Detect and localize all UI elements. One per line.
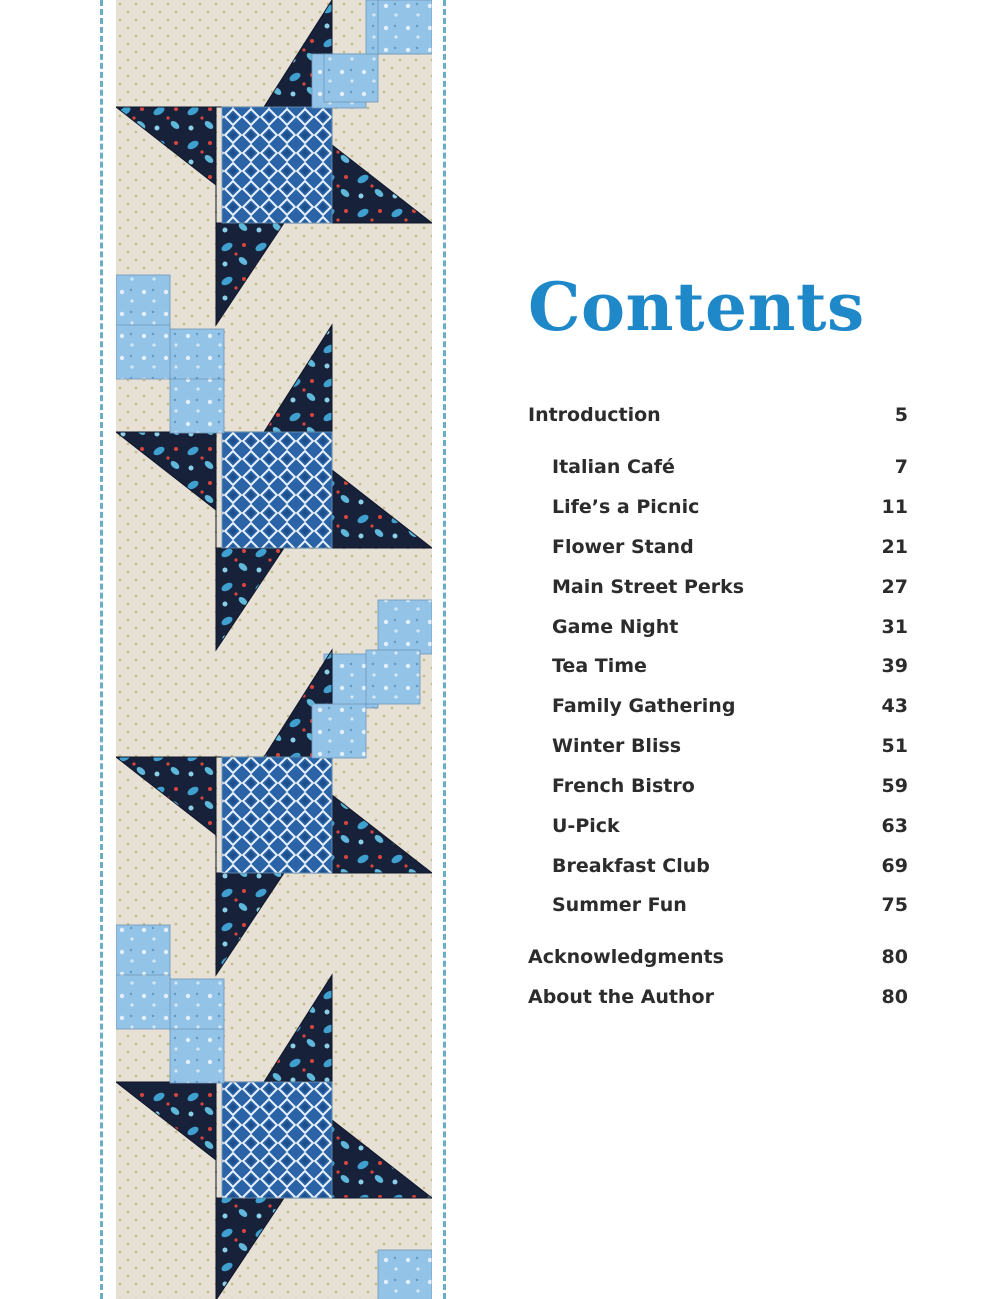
- toc-entry-title: Breakfast Club: [552, 855, 710, 877]
- toc-page-number: 59: [881, 775, 908, 797]
- toc-page-number: 63: [881, 815, 908, 837]
- toc-entry[interactable]: [528, 572, 908, 602]
- toc-page-number: 5: [894, 404, 908, 426]
- toc-entry-title: Life’s a Picnic: [552, 496, 700, 518]
- toc-page-number: 31: [881, 616, 908, 638]
- quilt-patch: [116, 925, 170, 979]
- toc-page-number: 21: [881, 536, 908, 558]
- quilt-image: [116, 0, 432, 1299]
- toc-page-number: 80: [881, 946, 908, 968]
- quilt-patch: [312, 704, 366, 758]
- toc-page-number: 43: [881, 695, 908, 717]
- quilt-patch: [170, 1029, 224, 1083]
- quilt-patch: [378, 1250, 432, 1299]
- toc-entry[interactable]: [528, 452, 908, 482]
- toc-page-number: 51: [881, 735, 908, 757]
- quilt-star-center: [222, 757, 332, 873]
- toc-entry[interactable]: [528, 851, 908, 881]
- page-title: Contents: [528, 268, 865, 346]
- quilt-patch: [116, 975, 170, 1029]
- toc-entry-title: Game Night: [552, 616, 679, 638]
- quilt-patch: [116, 325, 170, 379]
- toc-page-number: 75: [881, 894, 908, 916]
- toc-entry[interactable]: [528, 612, 908, 642]
- right-stitch-line: [443, 0, 446, 1299]
- toc-entry[interactable]: [528, 400, 908, 430]
- toc-entry[interactable]: [528, 492, 908, 522]
- toc-page-number: 27: [881, 576, 908, 598]
- toc-entry[interactable]: [528, 691, 908, 721]
- quilt-star-center: [222, 432, 332, 548]
- quilt-patch: [378, 0, 432, 54]
- toc-entry-title: Family Gathering: [552, 695, 736, 717]
- toc-entry[interactable]: [528, 532, 908, 562]
- toc-entry-title: French Bistro: [552, 775, 695, 797]
- toc-entry-title: U-Pick: [552, 815, 620, 837]
- toc-entry-title: Winter Bliss: [552, 735, 682, 757]
- toc-entry[interactable]: [528, 942, 908, 972]
- quilt-patch: [366, 650, 420, 704]
- toc-entry[interactable]: [528, 771, 908, 801]
- toc-entry-title: Introduction: [528, 404, 661, 426]
- quilt-patch: [170, 329, 224, 383]
- toc-entry-title: About the Author: [528, 986, 714, 1008]
- quilt-patch: [324, 54, 378, 102]
- toc-entry-title: Italian Café: [552, 456, 675, 478]
- quilt-patch: [170, 379, 224, 433]
- left-stitch-line: [100, 0, 103, 1299]
- toc-entry-title: Flower Stand: [552, 536, 694, 558]
- toc-entry[interactable]: [528, 651, 908, 681]
- quilt-patch: [116, 275, 170, 329]
- toc-entry-title: Summer Fun: [552, 894, 687, 916]
- quilt-border-strip: [100, 0, 448, 1299]
- toc-entry[interactable]: [528, 811, 908, 841]
- toc-page-number: 11: [881, 496, 908, 518]
- quilt-star-center: [222, 107, 332, 223]
- toc-entry-title: Acknowledgments: [528, 946, 724, 968]
- toc-page-number: 39: [881, 655, 908, 677]
- toc-entry-title: Tea Time: [552, 655, 647, 677]
- toc-entry-title: Main Street Perks: [552, 576, 745, 598]
- toc-entry[interactable]: [528, 731, 908, 761]
- toc-page-number: 7: [894, 456, 908, 478]
- quilt-star-center: [222, 1082, 332, 1198]
- toc-entry[interactable]: [528, 982, 908, 1012]
- toc-page-number: 80: [881, 986, 908, 1008]
- toc-page-number: 69: [881, 855, 908, 877]
- quilt-patch: [170, 979, 224, 1033]
- quilt-patch: [378, 600, 432, 654]
- toc-entry[interactable]: [528, 890, 908, 920]
